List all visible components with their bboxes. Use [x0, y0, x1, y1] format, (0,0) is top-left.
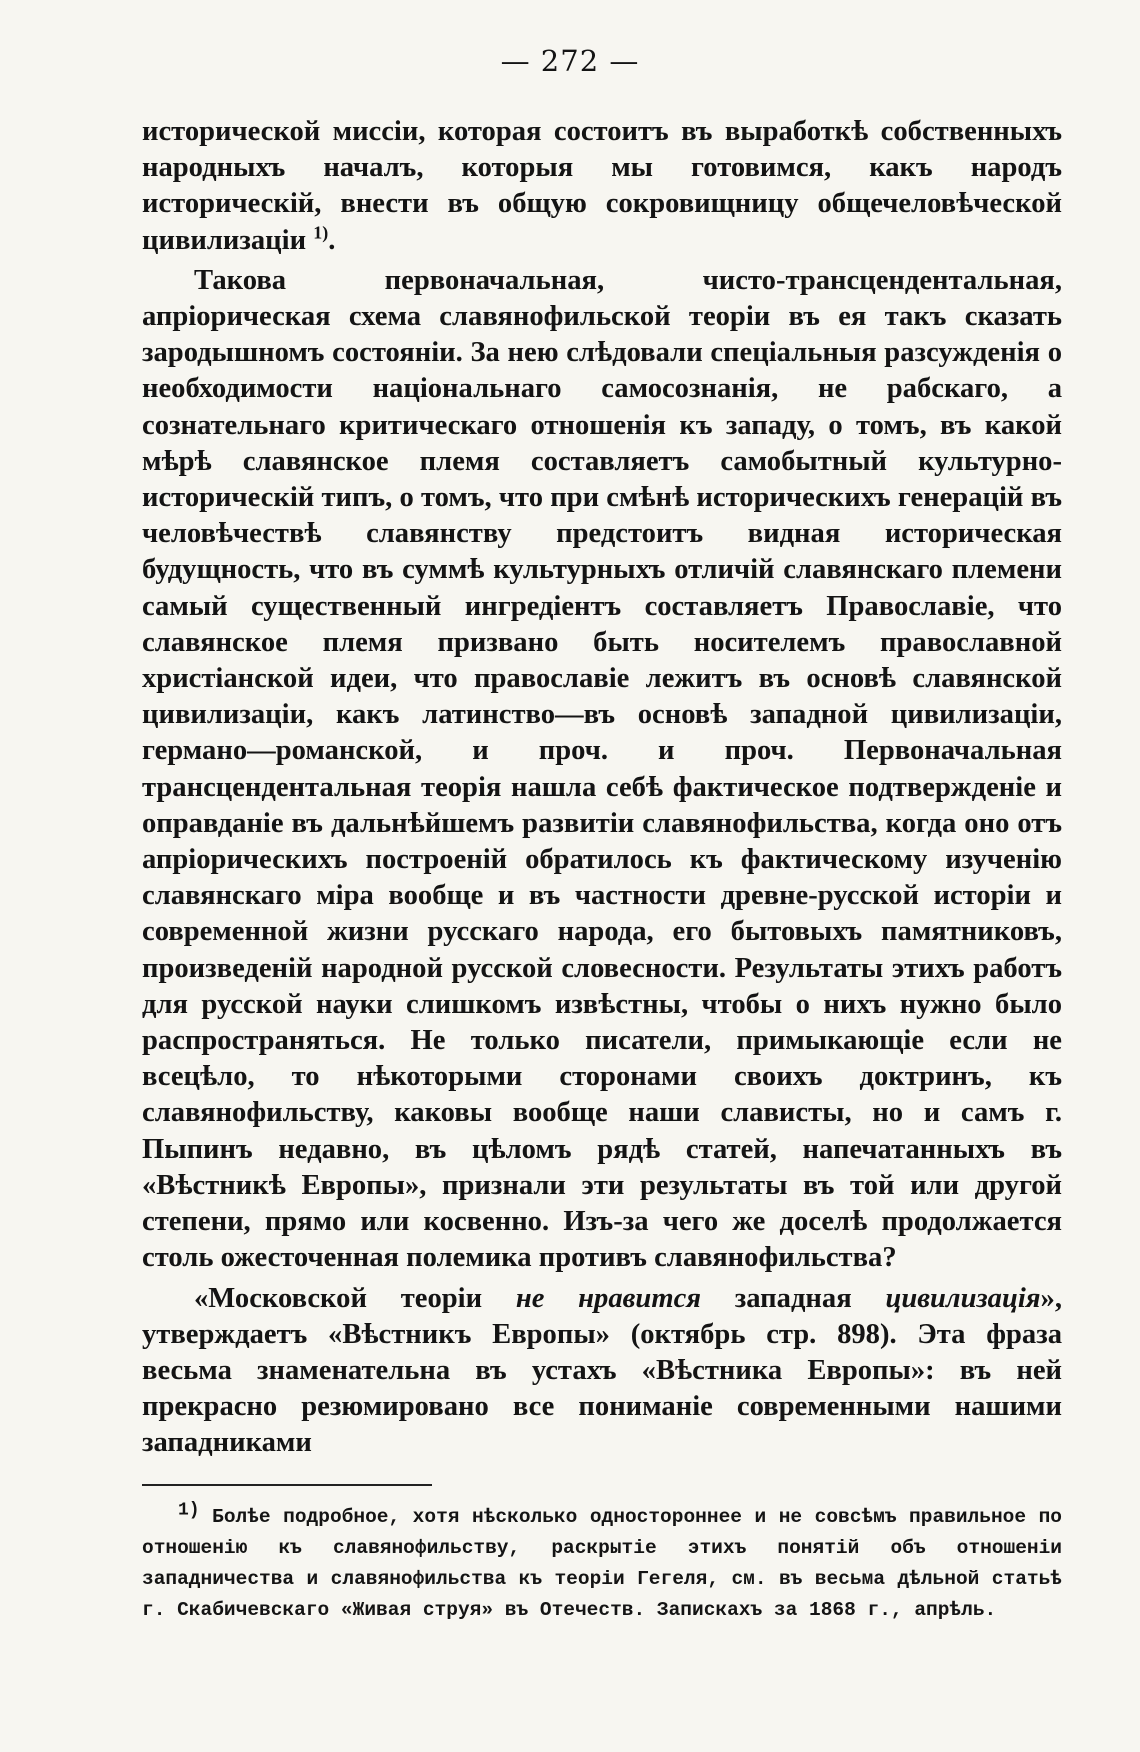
footnote	[142, 1502, 1062, 1626]
paragraph-3-part-2: западная	[701, 1282, 886, 1314]
footnote-paragraph	[142, 1502, 1062, 1626]
footnote-reference: 1)	[313, 222, 329, 243]
paragraph-3-part-3: », утверждаетъ «Вѣстникъ Европы» (октябрь стр. 898). Эта фраза весьма знаменательна въ устахъ «Вѣстника Европы»: въ ней прекрасно резюмировано все пониманіе современными нашими западниками	[142, 1282, 1062, 1459]
paragraph-3-italic-1: не нравится	[515, 1282, 701, 1314]
page-number: — 272 —	[500, 44, 640, 78]
paragraph-1-text: исторической миссіи, которая состоитъ въ выработкѣ собственныхъ народныхъ началъ, которыя мы готовимся, какъ народъ историческій, внести въ общую сокровищницу общечеловѣческой цивилизаціи	[142, 116, 1062, 256]
footnote-divider	[142, 1484, 432, 1486]
main-text	[142, 114, 1062, 1462]
paragraph-1-end: .	[328, 224, 336, 256]
paragraph-3-italic-2: цивилизація	[885, 1282, 1041, 1314]
paragraph-3	[142, 1281, 1062, 1462]
paragraph-3-part-1: «Московской теоріи	[194, 1282, 516, 1314]
paragraph-1	[142, 114, 1062, 259]
footnote-text: Болѣе подробное, хотя нѣсколько одностороннее и не совсѣмъ правильное по отношенію къ славянофильству, раскрытіе этихъ понятій объ отношеніи западничества и славянофильства къ теоріи Гегеля, см. въ весьма дѣльной статьѣ г. Скабичевскаго «Живая струя» въ Отечеств. Запискахъ за 1868 г., апрѣль.	[142, 1506, 1062, 1621]
paragraph-2: Такова первоначальная, чисто-трансцендентальная, апріорическая схема славянофильской теоріи въ ея такъ сказать зародышномъ состояніи. За нею слѣдовали спеціальныя разсужденія о необходимости національнаго самосознанія, не рабскаго, а сознательнаго критическаго отношенія къ западу, о томъ, въ какой мѣрѣ славянское племя составляетъ самобытный культурно-историческій типъ, о томъ, что при смѣнѣ историческихъ генерацій въ человѣчествѣ славянству предстоитъ видная историческая будущность, что въ суммѣ культурныхъ отличій славянскаго племени самый существенный ингредіентъ составляетъ Православіе, что славянское племя призвано быть носителемъ православной христіанской идеи, что православіе лежитъ въ основѣ славянской цивилизаціи, какъ латинство—въ основѣ западной цивилизаціи, германо—романской, и проч. и проч. Первоначальная трансцендентальная теорія нашла себѣ фактическое подтвержденіе и оправданіе въ дальнѣйшемъ развитіи славянофильства, когда оно отъ апріорическихъ построеній обратилось къ фактическому изученію славянскаго міра вообще и въ частности древне-русской исторіи и современной жизни русскаго народа, его бытовыхъ памятниковъ, произведеній народной русской словесности. Результаты этихъ работъ для русской науки слишкомъ извѣстны, чтобы о нихъ нужно было распространяться. Не только писатели, примыкающіе если не всецѣло, то нѣкоторыми сторонами своихъ доктринъ, къ славянофильству, каковы вообще наши слависты, но и самъ г. Пыпинъ недавно, въ цѣломъ рядѣ статей, напечатанныхъ въ «Вѣстникѣ Европы», признали эти результаты въ той или другой степени, прямо или косвенно. Изъ-за чего же доселѣ продолжается столь ожесточенная полемика противъ славянофильства?	[142, 264, 1062, 1274]
footnote-marker: 1)	[178, 1500, 200, 1521]
